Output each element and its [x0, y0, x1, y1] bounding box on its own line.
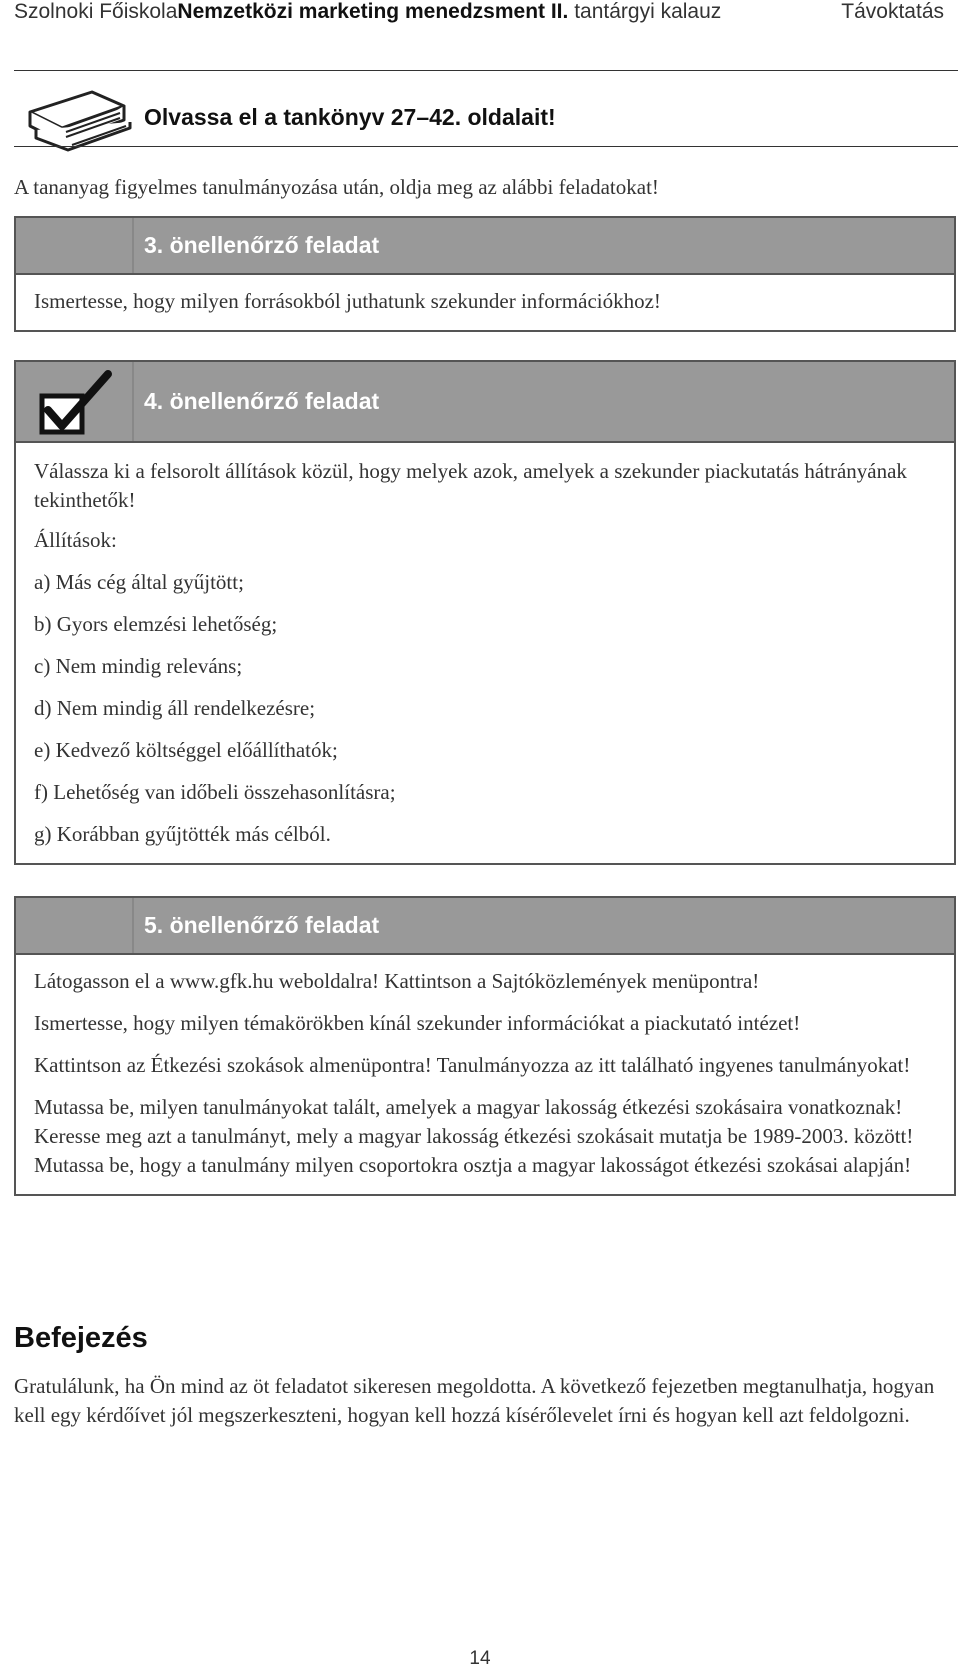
task-5-paragraph: Látogasson el a www.gfk.hu weboldalra! Kattintson a Sajtóközlemények menüpontra! [34, 969, 760, 993]
header-title [14, 0, 721, 24]
task-5-paragraph: Ismertesse, hogy milyen témakörökben kínál szekunder információkat a piackutató intézet! [34, 1011, 801, 1035]
header-mode: Távoktatás [841, 0, 944, 23]
task-4-title: 4. önellenőrző feladat [144, 388, 380, 414]
statement-item: f) Lehetőség van időbeli összehasonlításra; [34, 780, 396, 804]
task-5-title: 5. önellenőrző feladat [144, 912, 380, 938]
task-5-body [16, 955, 954, 1194]
task-3-header [16, 218, 954, 275]
statement-item: g) Korábban gyűjtötték más célból. [34, 822, 331, 846]
book-stack-icon [22, 82, 132, 152]
task-4-statements-label: Állítások: [34, 528, 117, 552]
task-5-box [14, 896, 956, 1196]
task-3-title: 3. önellenőrző feladat [144, 232, 380, 258]
closing-text: Gratulálunk, ha Ön mind az öt feladatot sikeresen megoldotta. A következő fejezetben megtanulhatja, hogyan kell egy kérdőívet jól megszerkeszteni, hogyan kell hozzá kísérőlevelet írni és hogyan kell azt feldolgozni. [14, 1374, 935, 1427]
intro-text: A tananyag figyelmes tanulmányozása után, oldja meg az alábbi feladatokat! [14, 175, 659, 199]
statement-item: e) Kedvező költséggel előállíthatók; [34, 738, 338, 762]
task-4-question: Válassza ki a felsorolt állítások közül, hogy melyek azok, amelyek a szekunder piackutatás hátrányának tekinthetők! [34, 459, 907, 512]
task-3-question: Ismertesse, hogy milyen forrásokból juthatunk szekunder információkhoz! [34, 289, 661, 313]
closing-heading: Befejezés [14, 1322, 148, 1354]
statement-item: c) Nem mindig releváns; [34, 654, 243, 678]
task-3-box [14, 216, 956, 332]
task-5-paragraph: Mutassa be, milyen tanulmányokat talált, amelyek a magyar lakosság étkezési szokásaira vonatkoznak! Keresse meg azt a tanulmányt, mely a magyar lakosság étkezési szokásait mutatja be 1989-2003. között! Mutassa be, hogy a tanulmány milyen csoportokra osztja a magyar lakosságot étkezési szokásai alapján! [34, 1095, 914, 1177]
task-4-icon-column [16, 362, 134, 441]
reading-text: Olvassa el a tankönyv 27–42. oldalait! [144, 104, 556, 130]
guide-label: tantárgyi kalauz [568, 0, 722, 23]
header-divider [14, 70, 958, 71]
task-4-statement-list [34, 568, 936, 849]
reading-divider [14, 146, 958, 147]
school-name: Szolnoki Főiskola [14, 0, 178, 23]
task-5-icon-column [16, 898, 134, 953]
statement-item: d) Nem mindig áll rendelkezésre; [34, 696, 316, 720]
statement-item: a) Más cég által gyűjtött; [34, 570, 244, 594]
task-4-body [16, 443, 954, 863]
course-name: Nemzetközi marketing menedzsment II. [177, 0, 569, 23]
task-3-body [16, 275, 954, 330]
checkmark-box-icon [38, 370, 116, 436]
page-header [14, 0, 944, 28]
statement-item: b) Gyors elemzési lehetőség; [34, 612, 278, 636]
task-3-icon-column [16, 218, 134, 273]
task-4-box [14, 360, 956, 865]
task-5-header [16, 898, 954, 955]
page-number: 14 [469, 1648, 491, 1669]
task-4-header [16, 362, 954, 443]
task-5-paragraph: Kattintson az Étkezési szokások almenüpontra! Tanulmányozza az itt található ingyenes tanulmányokat! [34, 1053, 911, 1077]
